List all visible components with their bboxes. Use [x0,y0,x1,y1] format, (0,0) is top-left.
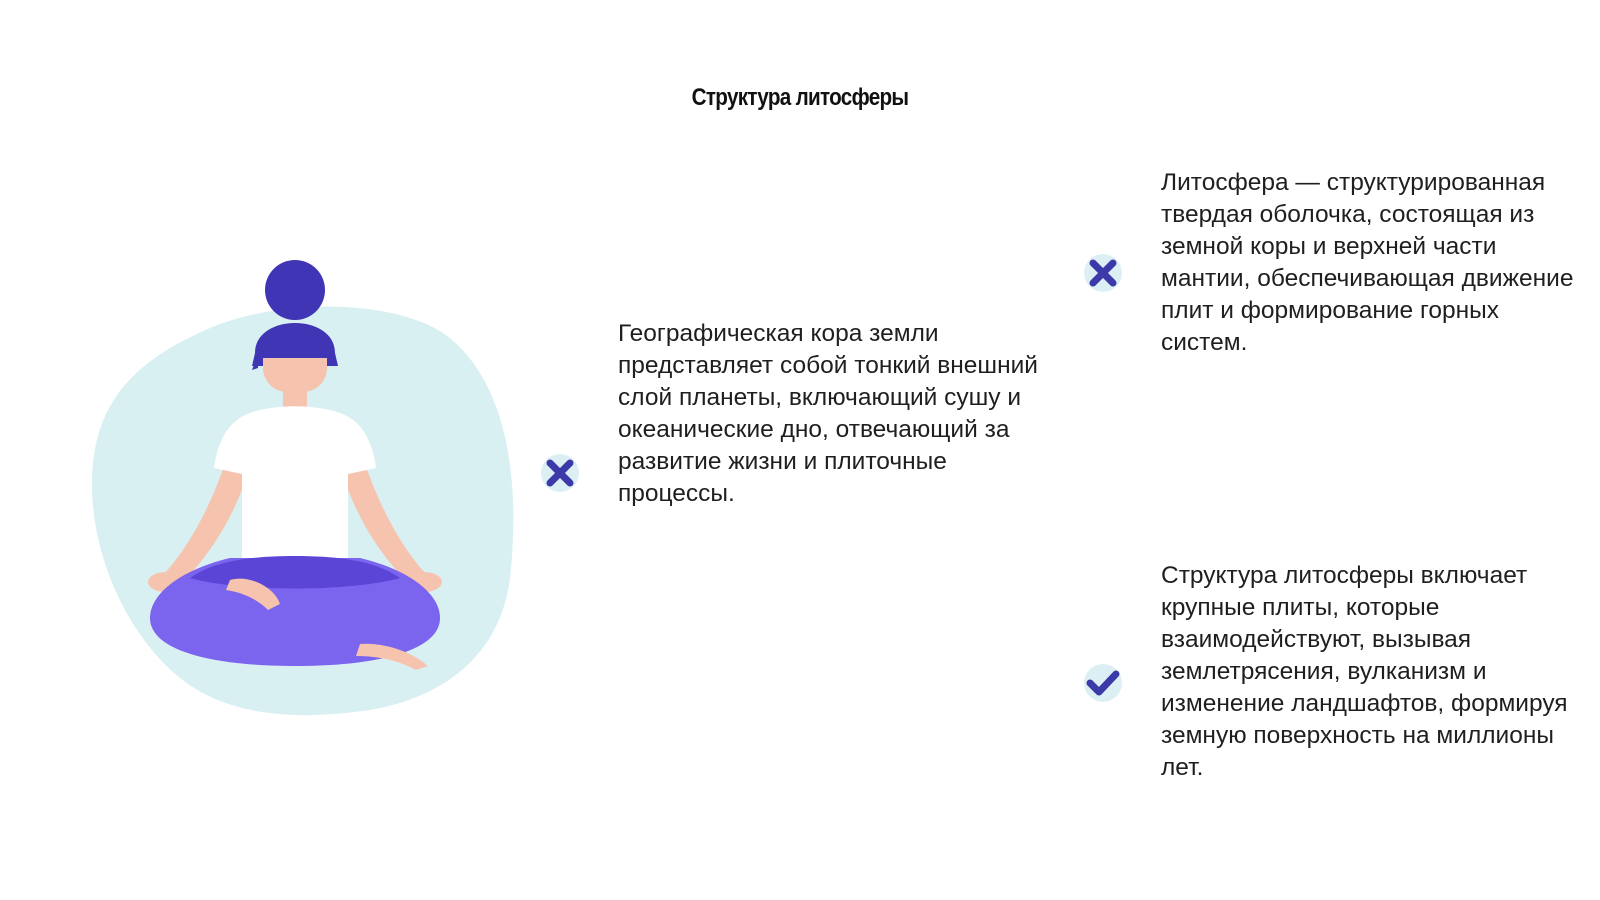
hair-bun [265,260,325,320]
check-icon [1081,661,1125,705]
cross-icon [1081,251,1125,295]
paragraph-lithosphere-structure: Структура литосферы включает крупные плиты, которые взаимодействуют, вызывая землетрясения, вулканизм и изменение ландшафтов, формируя земную поверхность на миллионы лет. [1161,562,1568,781]
paragraph-geographic-crust: Географическая кора земли представляет собой тонкий внешний слой планеты, включающий сушу и океанические дно, отвечающий за развитие жизни и плиточные процессы. [618,320,1038,507]
paragraph-lithosphere-definition: Литосфера — структурированная твердая оболочка, состоящая из земной коры и верхней части мантии, обеспечивающая движение плит и формирование горных систем. [1161,169,1574,356]
slide-title: Структура литосферы [691,84,909,111]
meditating-woman-illustration [80,258,520,738]
cross-icon [538,451,582,495]
